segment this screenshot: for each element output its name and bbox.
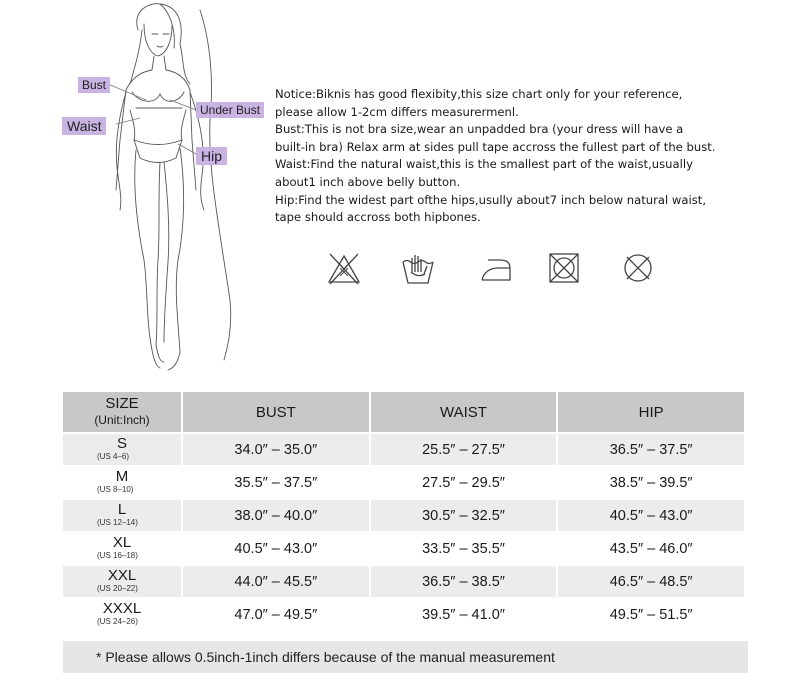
- us-size: (US 24–26): [97, 616, 138, 626]
- size-cell: [63, 566, 181, 597]
- hip-label: Hip: [196, 147, 227, 165]
- iron-icon: [478, 250, 514, 288]
- measurement-footnote: * Please allows 0.5inch-1inch differs because of the manual measurement: [63, 641, 748, 673]
- waist-cell: 25.5″ – 27.5″: [371, 434, 557, 465]
- table-row: [63, 599, 744, 630]
- size-cell: [63, 533, 181, 564]
- notice-line: Bust:This is not bra size,wear an unpadded bra (your dress will have a: [275, 122, 684, 137]
- do-not-bleach-icon: [326, 250, 362, 288]
- size-chart-table: [61, 390, 746, 632]
- hip-cell: 46.5″ – 48.5″: [558, 566, 744, 597]
- do-not-dry-clean-icon: [620, 250, 656, 288]
- size-name: M: [115, 467, 129, 485]
- notice-line: please allow 1-2cm differs measurermenl.: [275, 104, 519, 119]
- hip-cell: 43.5″ – 46.0″: [558, 533, 744, 564]
- table-row: [63, 566, 744, 597]
- under-bust-label: Under Bust: [196, 102, 264, 118]
- fashion-figure-illustration: [60, 0, 280, 375]
- hip-cell: 49.5″ – 51.5″: [558, 599, 744, 630]
- care-instructions: [322, 250, 742, 290]
- us-size: (US 4–6): [97, 451, 130, 461]
- us-size: (US 16–18): [97, 550, 138, 560]
- notice-line: Waist:Find the natural waist,this is the smallest part of the waist,usually: [275, 157, 693, 172]
- notice-line: Notice:Biknis has good flexibity,this size chart only for your reference,: [275, 87, 683, 101]
- bust-cell: 47.0″ – 49.5″: [183, 599, 369, 630]
- bust-cell: 38.0″ – 40.0″: [183, 500, 369, 531]
- size-column-header: [63, 392, 181, 432]
- table-row: [63, 467, 744, 498]
- size-cell: [63, 467, 181, 498]
- waist-cell: 33.5″ – 35.5″: [371, 533, 557, 564]
- bust-cell: 40.5″ – 43.0″: [183, 533, 369, 564]
- unit-header-label: (Unit:Inch): [94, 413, 150, 427]
- us-size: (US 20–22): [97, 583, 138, 593]
- waist-label: Waist: [62, 117, 106, 135]
- bust-column-header: BUST: [183, 392, 369, 432]
- body-measurement-figure: [60, 0, 280, 375]
- size-name: XXL: [107, 566, 137, 584]
- hip-cell: 38.5″ – 39.5″: [558, 467, 744, 498]
- table-row: [63, 533, 744, 564]
- size-cell: [63, 434, 181, 465]
- size-name: XL: [112, 533, 132, 551]
- waist-cell: 30.5″ – 32.5″: [371, 500, 557, 531]
- bust-cell: 44.0″ – 45.5″: [183, 566, 369, 597]
- measurement-notice: [275, 86, 775, 227]
- hand-wash-icon: [400, 250, 436, 288]
- bust-cell: 34.0″ – 35.0″: [183, 434, 369, 465]
- notice-line: Hip:Find the widest part ofthe hips,usully about7 inch below natural waist,: [275, 192, 707, 207]
- hip-cell: 36.5″ – 37.5″: [558, 434, 744, 465]
- bust-cell: 35.5″ – 37.5″: [183, 467, 369, 498]
- us-size: (US 8–10): [97, 484, 134, 494]
- waist-cell: 36.5″ – 38.5″: [371, 566, 557, 597]
- size-name: S: [116, 434, 127, 452]
- table-header-row: [63, 392, 744, 432]
- notice-line: tape should accross both hipbones.: [275, 210, 481, 225]
- bust-label: Bust: [78, 77, 110, 93]
- table-row: [63, 500, 744, 531]
- size-cell: [63, 599, 181, 630]
- us-size: (US 12–14): [97, 517, 138, 527]
- waist-cell: 27.5″ – 29.5″: [371, 467, 557, 498]
- notice-line: built-in bra) Relax arm at sides pull tape accross the fullest part of the bust.: [275, 139, 716, 154]
- size-name: XXXL: [102, 599, 142, 617]
- size-name: L: [117, 500, 127, 518]
- hip-cell: 40.5″ – 43.0″: [558, 500, 744, 531]
- do-not-tumble-dry-icon: [546, 250, 582, 288]
- size-cell: [63, 500, 181, 531]
- waist-column-header: WAIST: [371, 392, 557, 432]
- size-header-label: SIZE: [105, 395, 139, 412]
- waist-cell: 39.5″ – 41.0″: [371, 599, 557, 630]
- notice-line: about1 inch above belly button.: [275, 174, 461, 189]
- hip-column-header: HIP: [558, 392, 744, 432]
- table-row: [63, 434, 744, 465]
